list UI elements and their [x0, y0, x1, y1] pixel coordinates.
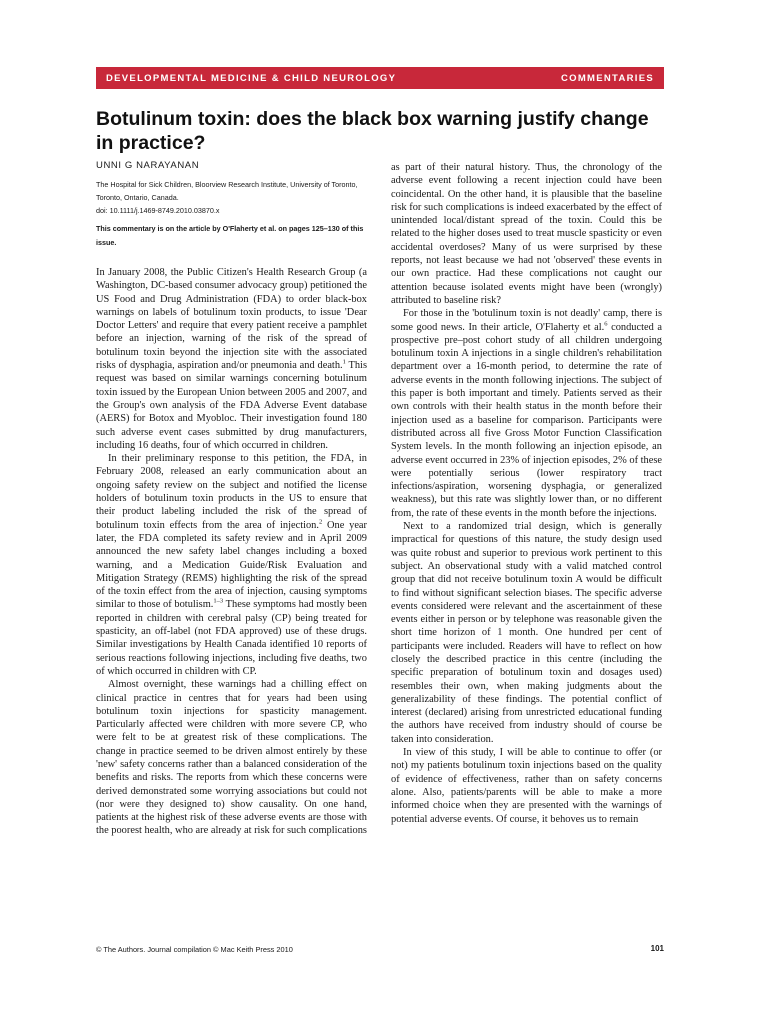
reference-marker[interactable]: 2 [318, 518, 323, 526]
article-title: Botulinum toxin: does the black box warning justify change in practice? [96, 108, 649, 154]
body-paragraph: Almost overnight, these warnings had a chilling effect on clinical practice in centres that for years had been using botulinum toxin injections for spasticity management. Particularly affected were children with more severe CP, who were felt to be at greatest risk of these complications. The change in practice seemed to be driven almost entirely by these 'new' safety concerns rather than a balanced consideration of the benefits and risks. The reports from which these concerns were derived demonstrated some worrying associations but could not (nor were they designed to) show causality. On one hand, patients at the highest risk of these adverse events are those with the poorest health, who are already at risk for such complications [96, 679, 367, 837]
body-paragraph: Next to a randomized trial design, which is generally impractical for questions of this nature, the study design used was quite robust and superior to previous work pertinent to this subject. An observational study with a valid matched control group that did not receive botulinum toxin A would be difficult to find without significant selection biases. The specific adverse events considered were relevant and the ascertainment of these events either in person or by telephone was reasonable given the short time horizon of 1 month. One hundred per cent of participants were included. Readers will have to reflect on how closely the described practice in this centre (including the specific preparation of botulinum toxin and dosages used) resembles their own, when making judgments about the generalizability of these findings. The potential conflict of interest (declared) arising from unrestricted educational funding the authors have received from industry should of course be taken into consideration. [391, 521, 662, 745]
related-article-note: This commentary is on the article by O'Flaherty et al. on pages 125–130 of this issue. [96, 224, 364, 247]
body-paragraph: In January 2008, the Public Citizen's Health Research Group (a Washington, DC-based consumer advocacy group) petitioned the US Food and Drug Administration (FDA) to order black-box warnings on labels of botulinum toxin products, to issue 'Dear Doctor Letters' and require that every patient receive a pamphlet before an injection, warning of the risk of the spread of botulinum toxin beyond the injection site with the associated risks of dysphagia, aspiration and/or pneumonia and death.$^1$ This request was based on similar warnings concerning botulinum toxin issued by the European Union between 2005 and 2007, and the Group's own analysis of the FDA Adverse Event database (AERS) for Botox and Myobloc. Their investigation found 180 such adverse event cases submitted by drug manufacturers, including 16 deaths, four of which occurred in children. [96, 267, 367, 451]
reference-marker[interactable]: 1–3 [213, 597, 224, 605]
section-label: COMMENTARIES [560, 72, 654, 84]
body-paragraph: In view of this study, I will be able to continue to offer (or not) my patients botulinum toxin injections based on the quality of evidence of effectiveness, rather than on safety concerns alone. Also, patients/parents will be able to make a more informed choice when they are presented with the warnings of potential adverse events. Of course, it behoves us to remain [391, 747, 662, 825]
author-affiliation: The Hospital for Sick Children, Bloorview Research Institute, University of Toronto, Toronto, Ontario, Canada. [96, 180, 358, 202]
reference-marker[interactable]: 1 [342, 358, 346, 366]
author-name: UNNI G NARAYANAN [96, 160, 200, 171]
journal-name: DEVELOPMENTAL MEDICINE & CHILD NEUROLOGY [106, 72, 397, 84]
journal-header-bar [96, 67, 664, 89]
page-number: 101 [650, 944, 664, 953]
body-paragraph: In their preliminary response to this petition, the FDA, in February 2008, released an early communication about an ongoing safety review on the subject and notified the license holders of botulinum toxin products in the US to ensure that their product labeling included the risk of the spread of botulinum toxin effects from the area of injection.$^2$ One year later, the FDA completed its safety review and in April 2009 announced the new safety label changes including a boxed warning, and a Medication Guide/Risk Evaluation and Mitigation Strategy (REMS) highlighting the risk of the spread of the toxin effect from the area of injection, causing symptoms similar to those of botulism.$^{1-3}$ These symptoms had mostly been reported in children with cerebral palsy (CP) being treated for spasticity, an off-label (not FDA approved) use of these drugs. Similar investigations by Health Canada identified 10 reports of serious reactions following injections, including five deaths, two of which occurred in children with CP. [96, 453, 368, 677]
right-text-column [391, 161, 662, 826]
body-paragraph: For those in the 'botulinum toxin is not deadly' camp, there is some good news. In their article, O'Flaherty et al.$^6$ conducted a prospective pre–post cohort study of all children undergoing botulinum toxin A injections in a single children's rehabilitation department over a 16-month period, to determine the rate of adverse events in the month following injections. The subject of this paper is both important and timely. Patients served as their own controls with their health status in the month before their injection used as a baseline for comparison. Participants were distributed across all five Gross Motor Function Classification System levels. In the month following an injection episode, an adverse event occurred in 23% of injection episodes, 2% of these were potentially serious (lower respiratory tract infections/aspiration, worsening dysphagia, or generalized weakness), but this rate was slightly lower than, or no different from, the rate of these events in the month before the injections. [391, 308, 662, 519]
body-paragraph: as part of their natural history. Thus, the chronology of the adverse event following a recent injection could have been coincidental. On the other hand, it is plausible that the baseline risk for such complications is indeed exacerbated by the effect of unintended local/distant spread of the toxin. Could this be related to the higher doses used to treat muscle spasticity or even accidental overdoses? Many of us were surprised by these reports, not least because we had not 'observed' these events in our own practice. Had these complications not caught our attention because isolated events might have been (wrongly) attributed to baseline risk? [391, 162, 662, 306]
copyright-footer: © The Authors. Journal compilation © Mac Keith Press 2010 [96, 945, 293, 954]
reference-marker[interactable]: 6 [604, 320, 608, 328]
doi-line[interactable]: doi: 10.1111/j.1469-8749.2010.03870.x [96, 206, 220, 215]
left-text-column [96, 266, 367, 838]
